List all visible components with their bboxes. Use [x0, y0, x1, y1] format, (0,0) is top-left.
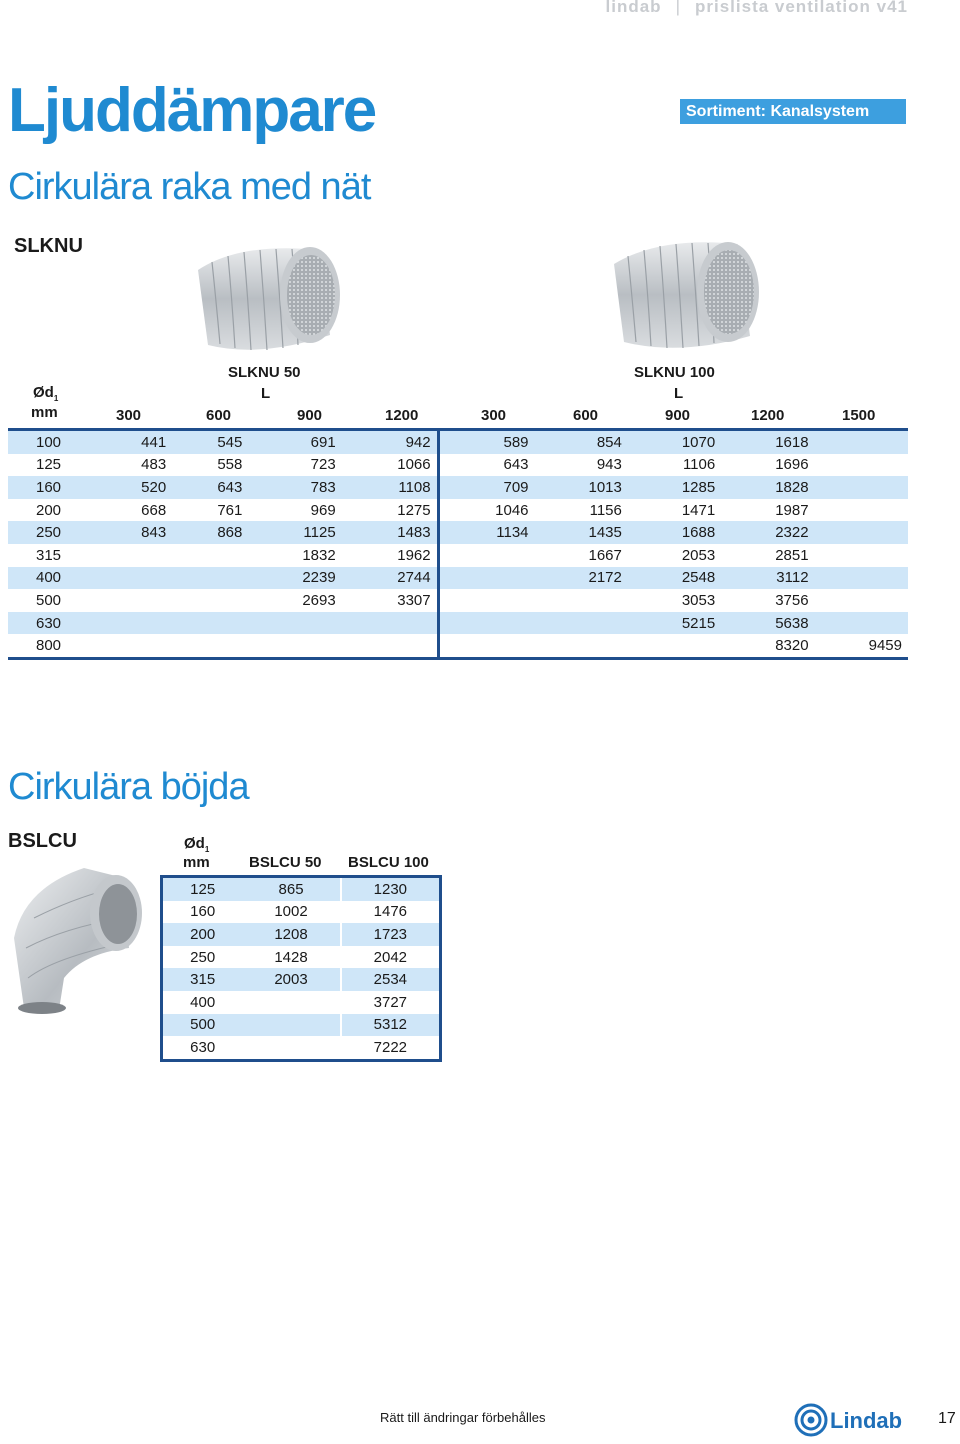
column-header: 600 — [573, 407, 599, 424]
price-cell: 723 — [310, 456, 336, 474]
price-cell — [96, 544, 172, 567]
price-cell: 2548 — [628, 567, 721, 590]
column-header: 300 — [116, 407, 142, 424]
unit-label: mm — [31, 404, 58, 421]
price-cell: 1435 — [535, 521, 628, 544]
diameter-cell: 160 — [190, 903, 216, 921]
group-header-slknu-100: SLKNU 100 — [634, 364, 715, 381]
price-cell — [342, 612, 438, 635]
price-cell — [815, 499, 908, 522]
price-cell — [172, 634, 248, 658]
price-cell: 1723 — [341, 923, 441, 946]
diameter-cell: 200 — [162, 923, 243, 946]
diameter-cell: 800 — [36, 637, 62, 655]
diameter-cell: 250 — [190, 948, 216, 966]
price-cell: 1134 — [438, 521, 534, 544]
diameter-cell: 315 — [36, 546, 62, 564]
diameter-cell: 400 — [8, 567, 96, 590]
price-cell: 969 — [310, 501, 336, 519]
sortiment-badge: Sortiment: Kanalsystem — [680, 99, 906, 124]
price-cell — [172, 589, 248, 612]
diameter-cell: 160 — [8, 476, 96, 499]
price-cell — [815, 476, 908, 499]
price-cell: 1987 — [775, 501, 809, 519]
diameter-cell: 315 — [162, 968, 243, 991]
price-cell: 2239 — [248, 567, 341, 590]
price-cell: 1125 — [248, 521, 341, 544]
price-cell — [172, 612, 248, 635]
price-cell — [628, 634, 721, 658]
price-cell — [242, 1014, 340, 1037]
price-cell: 1002 — [274, 903, 308, 921]
header-brand: lindab — [605, 0, 662, 16]
header-separator: | — [675, 0, 681, 16]
price-cell — [96, 567, 172, 590]
table-row — [8, 544, 908, 567]
price-cell: 1275 — [397, 501, 431, 519]
price-cell — [815, 430, 908, 454]
table-row — [8, 499, 908, 522]
price-cell — [96, 589, 172, 612]
table-row — [162, 946, 441, 969]
price-cell: 643 — [172, 476, 248, 499]
table-row — [162, 923, 441, 946]
price-cell — [438, 589, 534, 612]
diameter-cell: 125 — [36, 456, 62, 474]
price-cell: 558 — [217, 456, 243, 474]
diameter-cell: 200 — [36, 501, 62, 519]
silencer-slknu-50-image — [180, 240, 350, 360]
column-header: 1200 — [385, 407, 419, 424]
price-cell: 5312 — [341, 1014, 441, 1037]
table-row — [8, 521, 908, 544]
price-cell: 1285 — [628, 476, 721, 499]
price-cell — [815, 454, 908, 477]
table-row — [162, 877, 441, 901]
column-header: 300 — [481, 407, 507, 424]
price-cell — [96, 612, 172, 635]
price-cell: 1070 — [628, 430, 721, 454]
silencer-slknu-100-image — [600, 236, 770, 356]
price-cell: 1066 — [397, 456, 431, 474]
price-cell: 1688 — [628, 521, 721, 544]
price-cell — [815, 612, 908, 635]
price-cell — [815, 589, 908, 612]
price-cell: 1230 — [341, 877, 441, 901]
price-cell: 783 — [248, 476, 341, 499]
section-subtitle-straight: Cirkulära raka med nät — [8, 166, 371, 208]
diameter-cell: 500 — [36, 591, 62, 609]
table-row — [8, 430, 908, 454]
price-cell: 1471 — [681, 501, 716, 519]
price-cell: 2053 — [681, 546, 716, 564]
column-header: 900 — [665, 407, 691, 424]
price-cell: 5638 — [721, 612, 814, 635]
price-cell — [248, 634, 341, 658]
price-cell — [172, 567, 248, 590]
lindab-logo — [794, 1402, 912, 1438]
price-cell: 2693 — [302, 591, 336, 609]
silencer-bslcu-image — [4, 858, 154, 1018]
price-cell: 545 — [172, 430, 248, 454]
price-cell: 643 — [438, 454, 534, 477]
price-cell: 441 — [96, 430, 172, 454]
price-cell: 1208 — [242, 923, 340, 946]
price-cell — [815, 544, 908, 567]
column-header-bslcu-50: BSLCU 50 — [249, 854, 322, 871]
page-number: 17 — [938, 1410, 956, 1427]
table-row — [8, 567, 908, 590]
price-cell: 865 — [242, 877, 340, 901]
price-cell: 3112 — [721, 567, 814, 590]
price-cell — [815, 567, 908, 590]
price-cell: 2172 — [535, 567, 628, 590]
price-cell: 2322 — [721, 521, 814, 544]
bslcu-price-table — [160, 875, 442, 1062]
column-header-bslcu-100: BSLCU 100 — [348, 854, 429, 871]
price-cell: 3307 — [397, 591, 431, 609]
price-cell — [248, 612, 341, 635]
price-cell: 942 — [342, 430, 438, 454]
price-cell: 1046 — [438, 499, 534, 522]
unit-label: mm — [183, 854, 210, 871]
price-cell: 1618 — [721, 430, 814, 454]
diameter-cell: 630 — [8, 612, 96, 635]
running-header — [606, 0, 909, 17]
price-cell: 843 — [96, 521, 172, 544]
price-cell: 520 — [96, 476, 172, 499]
header-running-title: prislista ventilation v41 — [694, 0, 908, 16]
price-cell — [438, 567, 534, 590]
price-cell: 2744 — [342, 567, 438, 590]
price-cell: 5215 — [628, 612, 721, 635]
table-row — [8, 476, 908, 499]
price-cell: 761 — [217, 501, 243, 519]
price-cell: 668 — [141, 501, 167, 519]
table-row — [8, 634, 908, 658]
column-header: 1500 — [842, 407, 876, 424]
table-row — [8, 612, 908, 635]
price-cell — [242, 991, 340, 1014]
price-cell — [535, 634, 628, 658]
price-cell: 2851 — [775, 546, 809, 564]
product-code-slknu: SLKNU — [14, 235, 83, 257]
price-cell: 1667 — [588, 546, 622, 564]
price-cell: 1156 — [589, 501, 622, 519]
table-row — [162, 991, 441, 1014]
price-cell — [172, 544, 248, 567]
price-cell — [535, 612, 628, 635]
price-cell: 1013 — [535, 476, 628, 499]
diameter-cell: 400 — [190, 993, 216, 1011]
price-cell — [438, 544, 534, 567]
table-row — [8, 454, 908, 477]
price-cell: 1476 — [341, 901, 441, 924]
price-cell: 3756 — [775, 591, 809, 609]
price-cell: 943 — [596, 456, 622, 474]
price-cell: 1832 — [302, 546, 336, 564]
product-code-bslcu: BSLCU — [8, 830, 77, 852]
price-cell: 8320 — [775, 637, 809, 655]
price-cell — [342, 634, 438, 658]
column-header: 600 — [206, 407, 232, 424]
price-cell: 1108 — [342, 476, 438, 499]
svg-text:Lindab: Lindab — [830, 1408, 903, 1433]
price-cell: 868 — [172, 521, 248, 544]
price-cell: 7222 — [341, 1036, 441, 1060]
diameter-cell: 250 — [8, 521, 96, 544]
price-cell — [535, 589, 628, 612]
price-cell: 483 — [141, 456, 167, 474]
table-row — [8, 589, 908, 612]
price-cell: 709 — [438, 476, 534, 499]
table-row — [162, 901, 441, 924]
diameter-cell: 100 — [8, 430, 96, 454]
price-cell: 854 — [535, 430, 628, 454]
price-cell — [242, 1036, 340, 1060]
price-cell: 2003 — [242, 968, 340, 991]
price-cell — [438, 612, 534, 635]
section-subtitle-bent: Cirkulära böjda — [8, 766, 249, 808]
diameter-cell: 125 — [162, 877, 243, 901]
price-cell: 1428 — [274, 948, 308, 966]
diameter-label: $Ød_1$ — [184, 835, 210, 854]
group-header-slknu-50: SLKNU 50 — [228, 364, 301, 381]
price-cell: 1828 — [721, 476, 814, 499]
price-cell: 3053 — [681, 591, 716, 609]
table-row — [162, 1036, 441, 1060]
column-header: 900 — [297, 407, 323, 424]
price-cell: 2042 — [341, 946, 441, 969]
column-header: 1200 — [751, 407, 785, 424]
table-row — [162, 968, 441, 991]
table-row — [162, 1014, 441, 1037]
diameter-cell: 630 — [190, 1038, 216, 1056]
page-title: Ljuddämpare — [8, 76, 376, 145]
price-cell — [815, 521, 908, 544]
price-cell: 1106 — [682, 456, 716, 474]
price-cell: 2534 — [341, 968, 441, 991]
group-subheader-length: L — [674, 385, 684, 402]
price-cell — [438, 634, 534, 658]
diameter-cell: 500 — [162, 1014, 243, 1037]
price-cell — [96, 634, 172, 658]
slknu-price-table — [8, 428, 908, 660]
price-cell: 589 — [438, 430, 534, 454]
diameter-label: $Ød_1$ — [33, 384, 59, 403]
price-cell: 1696 — [775, 456, 809, 474]
footer-note: Rätt till ändringar förbehålles — [380, 1410, 546, 1425]
price-cell: 1962 — [397, 546, 431, 564]
price-cell: 3727 — [341, 991, 441, 1014]
group-subheader-length: L — [261, 385, 271, 402]
price-cell: 9459 — [868, 637, 902, 655]
price-cell: 1483 — [342, 521, 438, 544]
price-cell: 691 — [248, 430, 341, 454]
